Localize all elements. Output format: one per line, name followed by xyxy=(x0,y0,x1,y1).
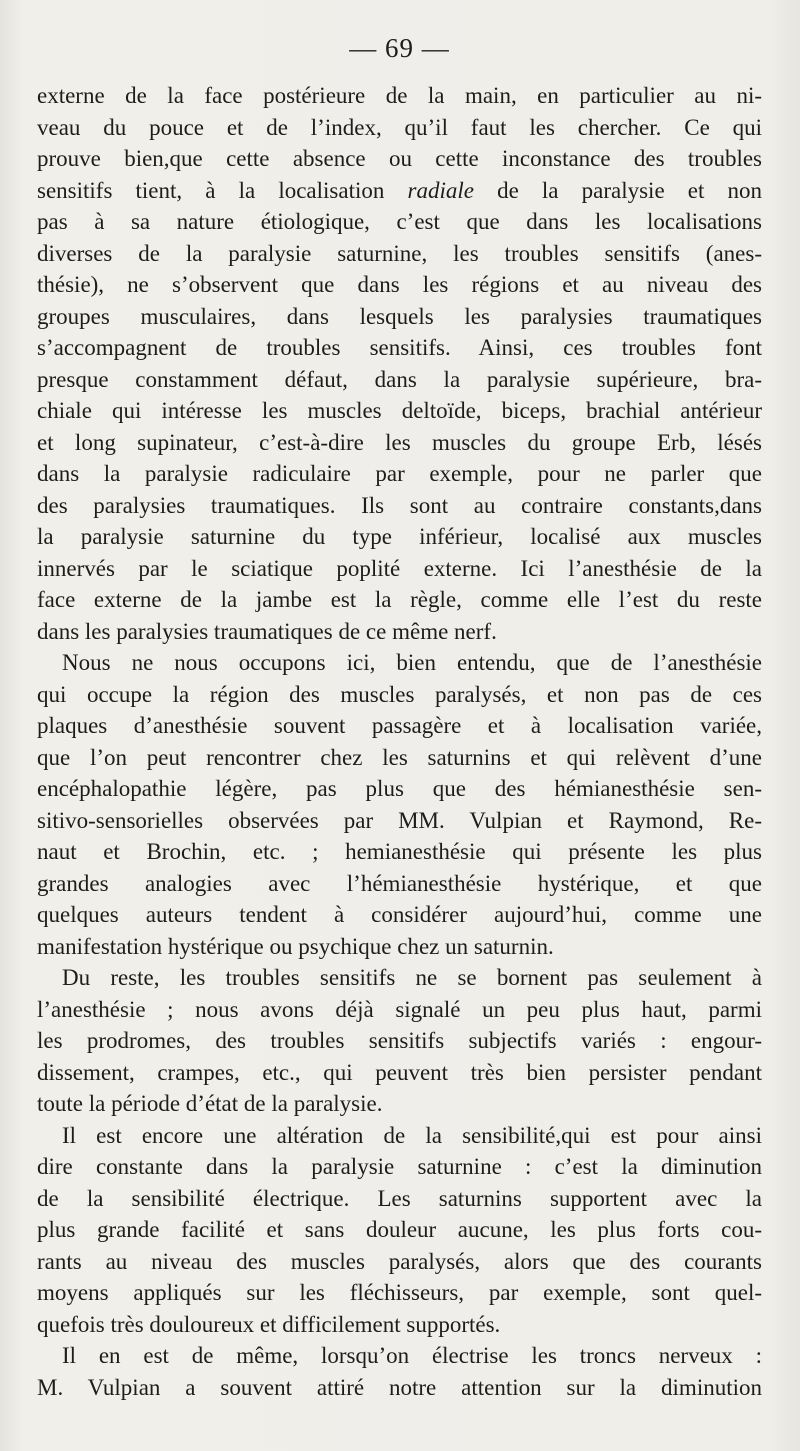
text-line: dissement, crampes, etc., qui peuvent très bien persister pendant xyxy=(37,1059,762,1085)
text-line: que l’on peut rencontrer chez les saturnins et qui relèvent d’une xyxy=(37,744,762,770)
text-line: thésie), ne s’observent que dans les régions et au niveau des xyxy=(37,272,762,297)
text-line: moyens appliqués sur les fléchisseurs, par exemple, sont quel- xyxy=(37,1280,762,1305)
text-line: sitivo-sensorielles observées par MM. Vulpian et Raymond, Re- xyxy=(37,807,762,833)
text-line: Il en est de même, lorsqu’on électrise les troncs nerveux : xyxy=(62,1343,762,1368)
text-line: quefois très douloureux et difficilement supportés. xyxy=(37,1311,501,1337)
text-line: Nous ne nous occupons ici, bien entendu, que de l’anesthésie xyxy=(62,650,762,675)
body-text xyxy=(37,80,762,1403)
text-line: innervés par le sciatique poplité externe. Ici l’anesthésie de la xyxy=(37,555,762,581)
text-line: de la sensibilité électrique. Les saturnins supportent avec la xyxy=(37,1185,762,1211)
text-line xyxy=(37,175,762,207)
text-line: qui occupe la région des muscles paralysés, et non pas de ces xyxy=(37,681,762,707)
text-line: s’accompagnent de troubles sensitifs. Ainsi, ces troubles font xyxy=(37,335,762,360)
text-line: chiale qui intéresse les muscles deltoïde, biceps, brachial antérieur xyxy=(37,398,762,423)
italic-term: radiale xyxy=(407,177,474,203)
text-line: quelques auteurs tendent à considérer aujourd’hui, comme une xyxy=(37,902,762,927)
text-line: plaques d’anesthésie souvent passagère et à localisation variée, xyxy=(37,713,762,738)
text-line: toute la période d’état de la paralysie. xyxy=(37,1091,383,1116)
text-line: rants au niveau des muscles paralysés, alors que des courants xyxy=(37,1248,762,1274)
text-line: prouve bien,que cette absence ou cette inconstance des troubles xyxy=(37,146,762,171)
text-line: groupes musculaires, dans lesquels les paralysies traumatiques xyxy=(37,303,762,329)
text-span: de la paralysie et non xyxy=(473,177,762,203)
text-line: la paralysie saturnine du type inférieur, localisé aux muscles xyxy=(37,524,762,549)
text-line: externe de la face postérieure de la main, en particulier au ni- xyxy=(37,83,762,108)
text-line: dire constante dans la paralysie saturnine : c’est la diminution xyxy=(37,1154,762,1179)
text-line: Il est encore une altération de la sensibilité,qui est pour ainsi xyxy=(62,1122,762,1148)
text-line: et long supinateur, c’est-à-dire les muscles du groupe Erb, lésés xyxy=(37,429,762,455)
text-line: naut et Brochin, etc. ; hemianesthésie qui présente les plus xyxy=(37,839,762,864)
text-line: pas à sa nature étiologique, c’est que dans les localisations xyxy=(37,209,762,234)
text-line: grandes analogies avec l’hémianesthésie hystérique, et que xyxy=(37,870,762,896)
text-line: M. Vulpian a souvent attiré notre attention sur la diminution xyxy=(37,1374,762,1400)
text-line: veau du pouce et de l’index, qu’il faut les chercher. Ce qui xyxy=(37,114,762,140)
text-line: encéphalopathie légère, pas plus que des hémianesthésie sen- xyxy=(37,776,762,801)
text-line: des paralysies traumatiques. Ils sont au contraire constants,dans xyxy=(37,492,762,518)
text-line: dans les paralysies traumatiques de ce même nerf. xyxy=(37,618,497,644)
text-line: les prodromes, des troubles sensitifs subjectifs variés : engour- xyxy=(37,1028,762,1053)
text-line: Du reste, les troubles sensitifs ne se bornent pas seulement à xyxy=(62,965,762,990)
text-line: presque constamment défaut, dans la paralysie supérieure, bra- xyxy=(37,366,762,392)
text-line: diverses de la paralysie saturnine, les troubles sensitifs (anes- xyxy=(37,240,762,266)
text-line: dans la paralysie radiculaire par exemple, pour ne parler que xyxy=(37,461,762,486)
text-line: plus grande facilité et sans douleur aucune, les plus forts cou- xyxy=(37,1217,762,1242)
text-line: face externe de la jambe est la règle, comme elle l’est du reste xyxy=(37,587,762,612)
text-line: manifestation hystérique ou psychique chez un saturnin. xyxy=(37,933,554,959)
text-span: sensitifs tient, à la localisation xyxy=(37,177,408,203)
page-number: — 69 — xyxy=(349,33,450,63)
text-line: l’anesthésie ; nous avons déjà signalé un peu plus haut, parmi xyxy=(37,996,762,1022)
